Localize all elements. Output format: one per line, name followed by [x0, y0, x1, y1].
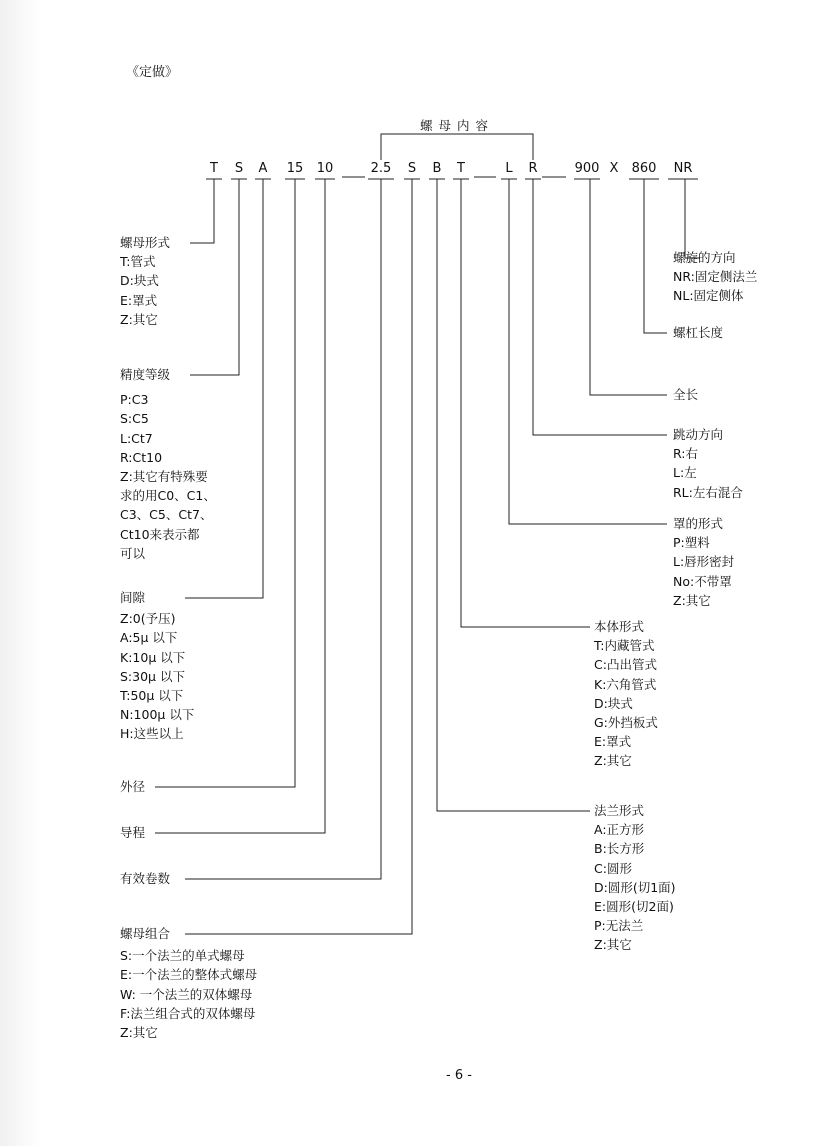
code-flange-type: B [432, 161, 442, 176]
label-screw-length: 螺杠长度 [673, 325, 724, 340]
block-item: N:100μ 以下 [120, 707, 195, 723]
block-item: E:一个法兰的整体式螺母 [120, 967, 258, 983]
block-item: P:无法兰 [594, 918, 644, 934]
block-item: Z:其它 [594, 937, 632, 953]
block-item: R:Ct10 [120, 449, 163, 465]
block-item: E:罩式 [120, 292, 158, 308]
block-item: NR:固定侧法兰 [673, 269, 758, 285]
block-item: C:圆形 [594, 860, 632, 876]
block-item: 可以 [120, 545, 146, 561]
block-item: P:C3 [120, 392, 149, 408]
block-title: 罩的形式 [673, 516, 724, 531]
code-effective-turns: 2.5 [370, 161, 392, 176]
code-nut-combination: S [407, 161, 417, 176]
code-clearance: A [258, 161, 268, 176]
block-item: P:塑料 [673, 535, 710, 551]
block-title: 本体形式 [594, 619, 645, 634]
block-title: 精度等级 [120, 367, 171, 382]
code-accuracy: S [234, 161, 244, 176]
block-title: 螺旋的方向 [673, 250, 736, 265]
block-title: 法兰形式 [594, 803, 645, 818]
block-item: K:10μ 以下 [120, 649, 186, 665]
code-outer-diameter: 15 [286, 161, 304, 176]
label-effective-turns: 有效卷数 [120, 871, 171, 886]
block-item: H:这些以上 [120, 726, 184, 742]
block-clearance [120, 588, 194, 744]
label-total-length: 全长 [673, 387, 699, 402]
block-runout-direction [673, 425, 743, 502]
block-item: C:凸出管式 [594, 657, 657, 673]
block-item: S:C5 [120, 411, 149, 427]
code-body-type: T [457, 161, 465, 176]
code-runout-direction: R [528, 161, 538, 176]
block-item: T:管式 [120, 254, 156, 270]
block-item: S:30μ 以下 [120, 668, 185, 684]
block-item: D:块式 [594, 695, 633, 711]
block-item: F:法兰组合式的双体螺母 [120, 1005, 256, 1021]
block-item: A:正方形 [594, 822, 645, 838]
block-item: C3、C5、Ct7、 [120, 507, 213, 523]
block-cover-type [673, 514, 734, 610]
label-outer-diameter: 外径 [120, 779, 146, 794]
block-item: K:六角管式 [594, 676, 657, 692]
block-nut-type [120, 233, 170, 329]
block-title: 跳动方向 [673, 427, 724, 442]
block-flange-type [594, 801, 676, 955]
code-times-sign: X [609, 161, 619, 176]
block-item: Z:其它 [120, 311, 158, 327]
block-item: No:不带罩 [673, 573, 732, 589]
block-item: W: 一个法兰的双体螺母 [120, 986, 253, 1002]
page-number: - 6 - [446, 1068, 472, 1083]
block-title: 螺母形式 [120, 235, 171, 250]
code-cover-type: L [505, 161, 513, 176]
block-item: D:圆形(切1面) [594, 879, 676, 895]
block-item: Z:其它 [673, 592, 711, 608]
block-item: Z:其它有特殊要 [120, 469, 208, 485]
custom-order-label: 《定做》 [126, 65, 179, 80]
block-accuracy-grade [120, 365, 216, 563]
nut-contents-label: 螺母内容 [420, 118, 495, 133]
block-body-type [594, 617, 658, 771]
block-item: L:Ct7 [120, 430, 153, 446]
block-item: E:罩式 [594, 734, 632, 750]
block-item: RL:左右混合 [673, 484, 743, 500]
block-item: D:块式 [120, 273, 159, 289]
code-screw-length: 860 [631, 161, 657, 176]
block-item: T:内藏管式 [594, 638, 655, 654]
block-item: S:一个法兰的单式螺母 [120, 948, 245, 964]
block-item: L:左 [673, 465, 697, 481]
block-item: 求的用C0、C1、 [120, 488, 216, 504]
code-thread-direction: NR [673, 161, 693, 176]
block-item: E:圆形(切2面) [594, 899, 674, 915]
block-item: Z:0(予压) [120, 611, 176, 627]
block-thread-direction [673, 248, 757, 306]
block-item: R:右 [673, 446, 699, 462]
block-item: L:唇形密封 [673, 554, 735, 570]
block-title: 间隙 [120, 590, 146, 605]
block-item: T:50μ 以下 [120, 688, 184, 704]
block-item: Z:其它 [120, 1025, 158, 1041]
block-title: 螺母组合 [120, 926, 171, 941]
label-lead: 导程 [120, 825, 146, 840]
code-nut-type: T [210, 161, 218, 176]
block-item: A:5μ 以下 [120, 630, 178, 646]
code-total-length: 900 [574, 161, 600, 176]
block-item: Z:其它 [594, 753, 632, 769]
block-item: B:长方形 [594, 841, 645, 857]
block-item: NL:固定侧体 [673, 288, 744, 304]
code-lead: 10 [316, 161, 334, 176]
block-nut-combination [120, 924, 257, 1042]
block-item: G:外挡板式 [594, 715, 658, 731]
block-item: Ct10来表示都 [120, 526, 200, 542]
